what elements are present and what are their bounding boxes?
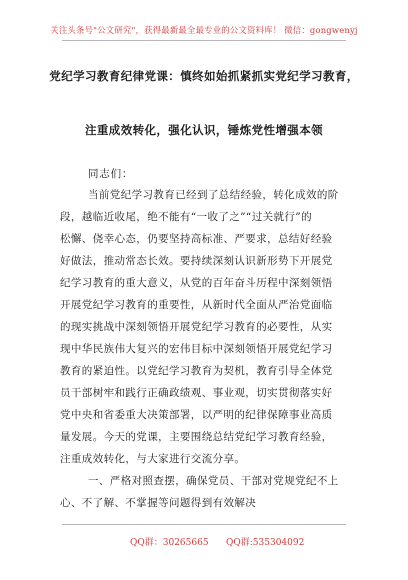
footer-qq-group-2: QQ群:535304092 [226,538,305,548]
body-line: 段，越临近收尾，绝不能有“一收了之”“过关就行”的 [60,211,312,223]
body-line: 开展党纪学习教育的重要性，从新时代全面从严治党面临 [60,299,333,311]
body-line: 纪学习教育的重大意义，从党的百年奋斗历程中深刻领悟 [60,277,333,289]
body-line: 现中华民族伟大复兴的宏伟目标中深刻领悟开展党纪学习 [60,343,333,355]
body-line: 的现实挑战中深刻领悟开展党纪学习教育的必要性，从实 [60,321,333,333]
body-line: 党中央和省委重大决策部署，以严明的纪律保障事业高质 [60,409,333,421]
body-line: 一、严格对照查摆，确保党员、干部对党规党纪不上 [88,475,339,487]
body-line: 好做法，推动常态长效。要持续深刻认识新形势下开展党 [60,255,333,267]
body-line: 心、不了解、不掌握等问题得到有效解决 [60,497,257,509]
body-line: 量发展。今天的党课，主要围绕总结党纪学习教育经验， [60,431,333,443]
footer-divider [62,524,346,525]
body-line: 松懈、侥幸心态，仍要坚持高标准、严要求，总结好经验 [60,233,333,245]
header-divider [62,40,346,41]
document-title-line-2: 注重成效转化，强化认识，锤炼党性增强本领 [85,123,323,137]
document-title-line-1: 党纪学习教育纪律党课：慎终如始抓紧抓实党纪学习教育， [49,69,359,83]
body-line: 员干部树牢和践行正确政绩观、事业观，切实贯彻落实好 [60,387,333,399]
footer-qq-group-1: QQ群：30265665 [130,538,209,548]
body-line: 注重成效转化，与大家进行交流分享。 [60,453,246,465]
salutation: 同志们： [88,168,134,180]
header-notice: 关注头条号"公文研究"，获得最新最全最专业的公文资料库！ 微信：gongwenyj [50,25,358,35]
body-line: 当前党纪学习教育已经到了总结经验，转化成效的阶 [88,189,339,201]
body-line: 教育的紧迫性。以党纪学习教育为契机，教育引导全体党 [60,365,333,377]
